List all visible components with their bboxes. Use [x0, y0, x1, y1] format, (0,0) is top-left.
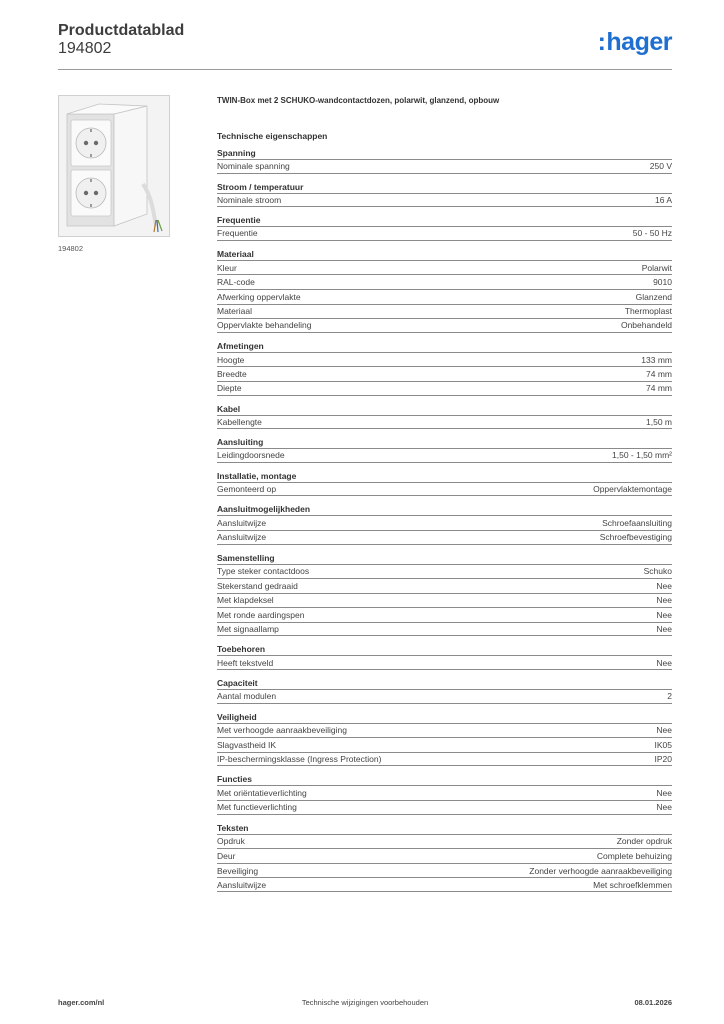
spec-value: Schroefaansluiting: [602, 518, 672, 529]
spec-value: 9010: [653, 277, 672, 288]
datasheet-content: [217, 95, 672, 892]
spec-section: [217, 712, 672, 767]
logo-text: hager: [606, 28, 672, 56]
section-title: Toebehoren: [217, 644, 266, 655]
footer-date: 08.01.2026: [634, 998, 672, 1007]
spec-row: [217, 289, 672, 304]
spec-label: Met klapdeksel: [217, 595, 274, 606]
spec-section: [217, 774, 672, 814]
spec-value: 133 mm: [641, 354, 672, 365]
spec-table: [217, 655, 672, 670]
section-title: Installatie, montage: [217, 470, 297, 481]
spec-value: Nee: [656, 580, 672, 591]
spec-label: Aansluitwijze: [217, 518, 267, 529]
spec-value: Onbehandeld: [620, 320, 672, 331]
spec-table: [217, 226, 672, 241]
section-title: Veiligheid: [217, 711, 257, 722]
spec-row: [217, 607, 672, 622]
spec-row: [217, 482, 672, 497]
spec-row: [217, 159, 672, 174]
spec-label: IP-beschermingsklasse (Ingress Protection): [217, 754, 382, 765]
spec-value: Nee: [656, 657, 672, 668]
spec-table: [217, 448, 672, 463]
product-number: 194802: [58, 40, 112, 57]
spec-section: [217, 471, 672, 497]
spec-value: Oppervlaktemontage: [593, 484, 672, 495]
spec-label: Kleur: [217, 262, 237, 273]
spec-row: [217, 318, 672, 333]
section-title: Aansluiting: [217, 437, 264, 448]
spec-label: Met verhoogde aanraakbeveiliging: [217, 725, 347, 736]
spec-table: [217, 159, 672, 174]
spec-value: 250 V: [649, 161, 672, 172]
spec-value: Complete behuizing: [596, 851, 672, 862]
spec-label: Breedte: [217, 369, 247, 380]
spec-table: [217, 482, 672, 497]
product-description: TWIN-Box met 2 SCHUKO-wandcontactdozen, polarwit, glanzend, opbouw: [217, 96, 500, 105]
spec-label: Hoogte: [217, 354, 245, 365]
spec-row: [217, 578, 672, 593]
section-title: Afmetingen: [217, 340, 264, 351]
spec-label: Met signaallamp: [217, 624, 279, 635]
spec-label: Met functieverlichting: [217, 802, 297, 813]
spec-value: Glanzend: [635, 291, 672, 302]
spec-row: [217, 381, 672, 396]
spec-row: [217, 530, 672, 545]
spec-value: 16 A: [654, 194, 672, 205]
section-title: Stroom / temperatuur: [217, 181, 304, 192]
spec-value: 50 - 50 Hz: [632, 228, 672, 239]
spec-label: Type steker contactdoos: [217, 566, 310, 577]
section-title: Capaciteit: [217, 678, 258, 689]
spec-value: 74 mm: [646, 369, 672, 380]
spec-row: [217, 834, 672, 849]
spec-row: [217, 448, 672, 463]
spec-value: Zonder verhoogde aanraakbeveiliging: [529, 865, 672, 876]
spec-value: Thermoplast: [624, 306, 672, 317]
spec-table: [217, 260, 672, 333]
spec-value: IK05: [654, 740, 672, 751]
technical-properties-heading: Technische eigenschappen: [217, 131, 328, 141]
spec-section: [217, 182, 672, 208]
spec-label: Stekerstand gedraaid: [217, 580, 298, 591]
spec-sections: [217, 148, 672, 892]
spec-label: Aansluitwijze: [217, 532, 267, 543]
spec-table: [217, 415, 672, 430]
spec-label: Opdruk: [217, 836, 245, 847]
header-divider: [58, 69, 672, 70]
spec-row: [217, 193, 672, 208]
spec-label: Beveiliging: [217, 865, 259, 876]
spec-label: Diepte: [217, 383, 242, 394]
spec-section: [217, 404, 672, 430]
spec-table: [217, 564, 672, 637]
spec-label: Leidingdoorsnede: [217, 450, 285, 461]
section-title: Aansluitmogelijkheden: [217, 504, 311, 515]
spec-value: Schuko: [643, 566, 672, 577]
spec-table: [217, 515, 672, 544]
spec-label: Met oriëntatieverlichting: [217, 788, 307, 799]
spec-table: [217, 689, 672, 704]
spec-row: [217, 274, 672, 289]
spec-label: Nominale spanning: [217, 161, 290, 172]
spec-value: Nee: [656, 610, 672, 621]
spec-row: [217, 877, 672, 892]
spec-row: [217, 415, 672, 430]
page-title: Productdatablad: [58, 22, 185, 39]
section-title: Spanning: [217, 148, 256, 158]
spec-row: [217, 737, 672, 752]
spec-label: Met ronde aardingspen: [217, 610, 305, 621]
spec-label: Afwerking oppervlakte: [217, 291, 301, 302]
section-title: Materiaal: [217, 248, 254, 259]
spec-row: [217, 785, 672, 800]
spec-value: 74 mm: [646, 383, 672, 394]
spec-row: [217, 655, 672, 670]
spec-row: [217, 515, 672, 530]
spec-section: [217, 678, 672, 704]
footer-website: hager.com/nl: [58, 998, 105, 1007]
spec-row: [217, 752, 672, 767]
section-title: Teksten: [217, 822, 249, 833]
spec-label: Materiaal: [217, 306, 252, 317]
spec-label: Frequentie: [217, 228, 258, 239]
spec-value: Met schroefklemmen: [593, 879, 672, 890]
section-title: Samenstelling: [217, 552, 275, 563]
spec-table: [217, 352, 672, 396]
spec-row: [217, 260, 672, 275]
spec-label: Nominale stroom: [217, 194, 282, 205]
spec-value: Nee: [656, 725, 672, 736]
spec-value: Schroefbevestiging: [599, 532, 672, 543]
spec-table: [217, 193, 672, 208]
section-title: Frequentie: [217, 215, 261, 226]
spec-row: [217, 723, 672, 738]
spec-section: [217, 553, 672, 637]
spec-row: [217, 800, 672, 815]
spec-label: Gemonteerd op: [217, 484, 277, 495]
spec-section: [217, 504, 672, 544]
spec-section: [217, 341, 672, 396]
spec-label: Slagvastheid IK: [217, 740, 277, 751]
spec-value: IP20: [654, 754, 672, 765]
spec-table: [217, 834, 672, 892]
spec-value: 1,50 m: [646, 416, 672, 427]
product-image: [58, 95, 170, 237]
spec-row: [217, 352, 672, 367]
spec-label: Kabellengte: [217, 416, 262, 427]
spec-row: [217, 689, 672, 704]
spec-label: Heeft tekstveld: [217, 657, 274, 668]
spec-label: Deur: [217, 851, 236, 862]
spec-row: [217, 593, 672, 608]
spec-value: 2: [667, 691, 672, 702]
spec-row: [217, 304, 672, 319]
section-title: Functies: [217, 774, 252, 785]
spec-section: [217, 148, 672, 174]
footer-notice: Technische wijzigingen voorbehouden: [301, 998, 429, 1007]
spec-row: [217, 366, 672, 381]
spec-row: [217, 226, 672, 241]
spec-label: Oppervlakte behandeling: [217, 320, 312, 331]
hager-logo: :hager: [597, 28, 672, 56]
page-header: [58, 22, 672, 70]
spec-section: [217, 437, 672, 463]
spec-section: [217, 823, 672, 892]
spec-value: Zonder opdruk: [616, 836, 672, 847]
spec-value: Polarwit: [641, 262, 672, 273]
spec-section: [217, 644, 672, 670]
spec-row: [217, 564, 672, 579]
spec-value: Nee: [656, 624, 672, 635]
spec-value: Nee: [656, 595, 672, 606]
spec-section: [217, 215, 672, 241]
twin-box-socket-illustration: [59, 96, 169, 236]
spec-value: Nee: [656, 802, 672, 813]
spec-value: 1,50 - 1,50 mm²: [612, 450, 672, 461]
section-title: Kabel: [217, 403, 241, 414]
spec-label: RAL-code: [217, 277, 255, 288]
spec-section: [217, 249, 672, 333]
spec-row: [217, 848, 672, 863]
spec-row: [217, 622, 672, 637]
spec-row: [217, 863, 672, 878]
spec-label: Aansluitwijze: [217, 879, 267, 890]
spec-table: [217, 785, 672, 814]
spec-label: Aantal modulen: [217, 691, 277, 702]
spec-value: Nee: [656, 788, 672, 799]
image-caption: 194802: [58, 244, 84, 253]
spec-table: [217, 723, 672, 767]
